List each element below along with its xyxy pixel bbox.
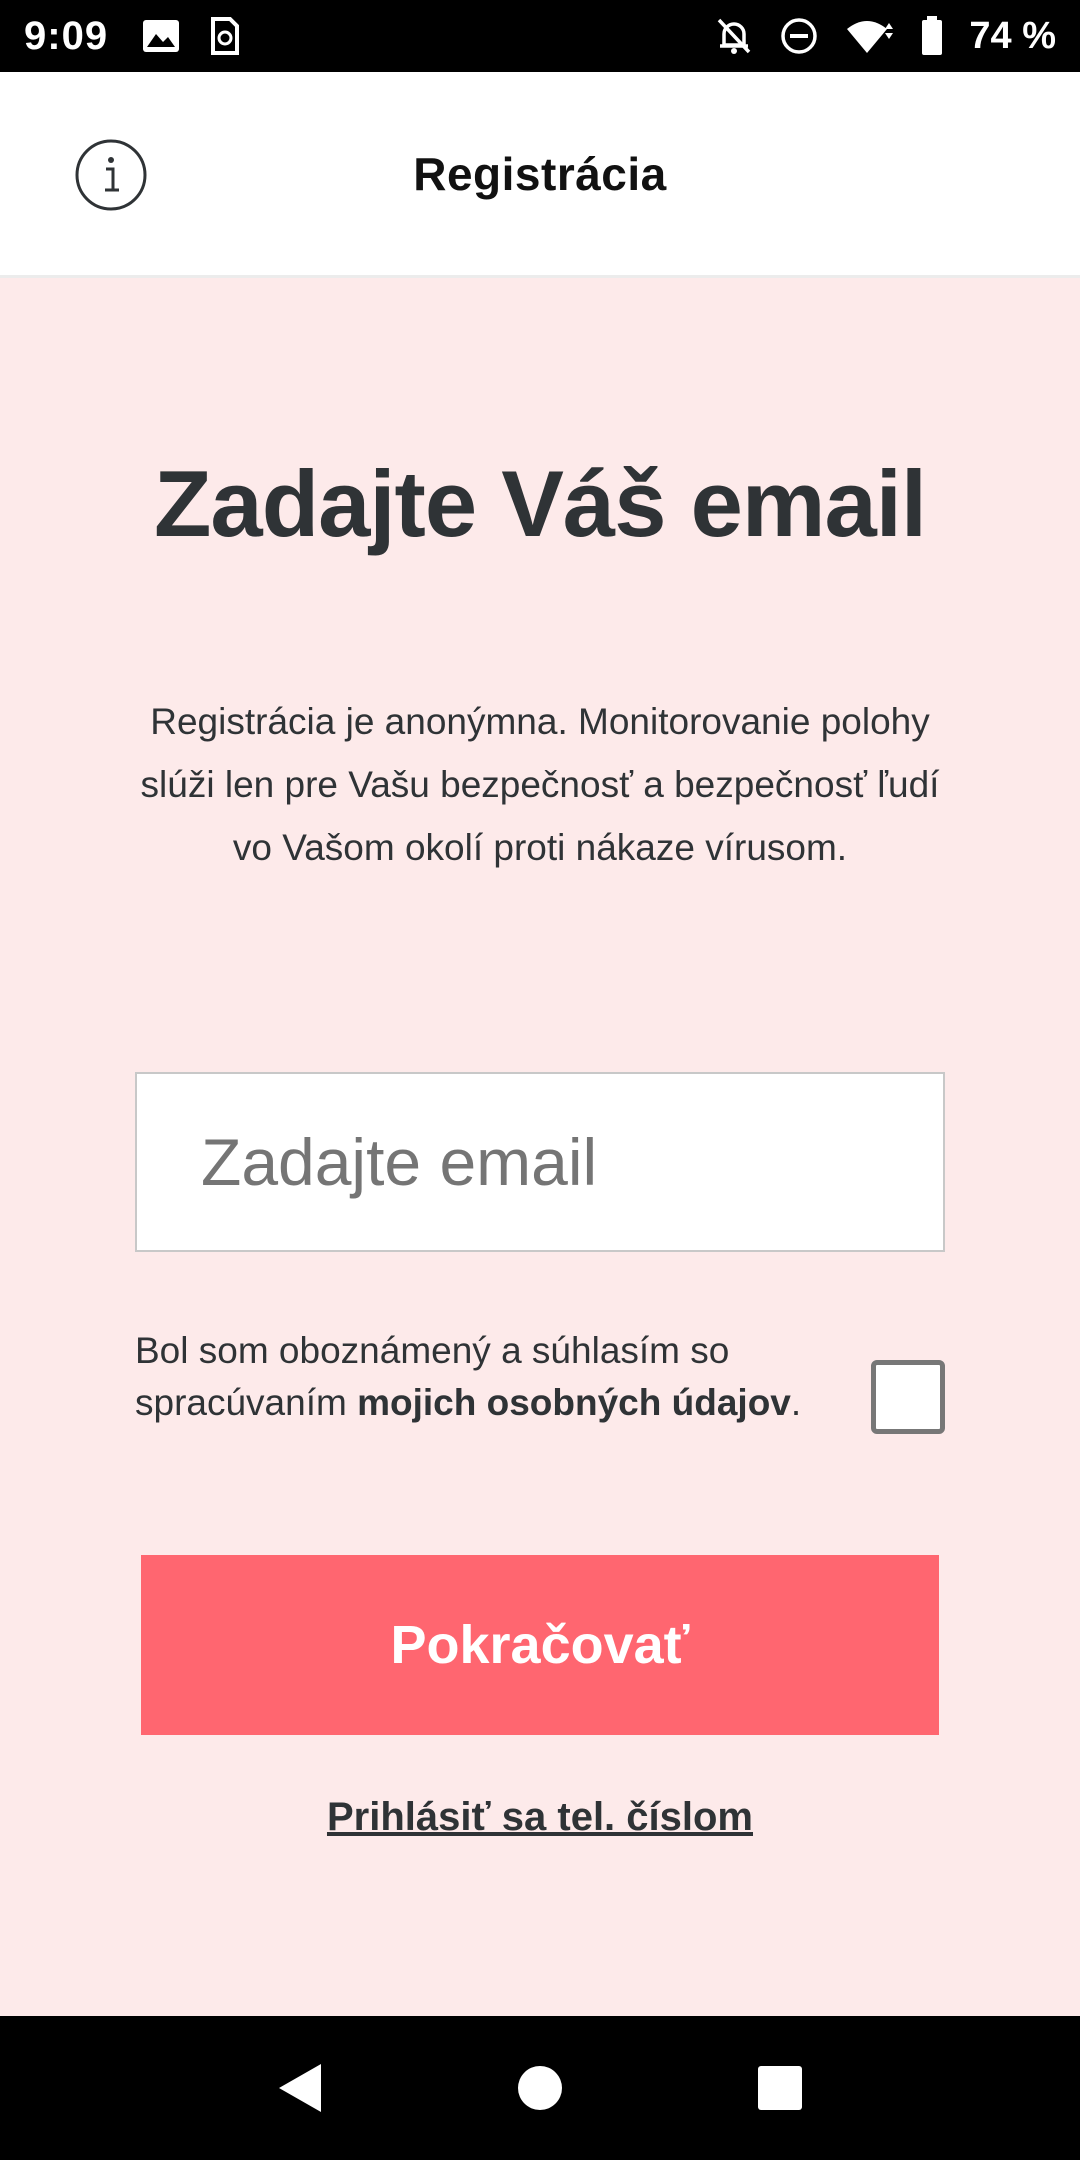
email-heading: Zadajte Váš email [154, 451, 926, 556]
navigation-bar [0, 2016, 1080, 2160]
home-button[interactable] [495, 2043, 585, 2133]
page-title: Registrácia [413, 147, 667, 200]
app-bar [0, 72, 1080, 278]
recents-icon [757, 2065, 803, 2111]
battery-icon [921, 16, 943, 56]
consent-text-prefix: Bol som oboznámený a súhlasím so spracúvaním [135, 1330, 730, 1423]
battery-percent: 74 % [969, 14, 1056, 57]
info-icon [74, 138, 148, 212]
consent-checkbox[interactable] [871, 1360, 945, 1434]
continue-button[interactable]: Pokračovať [141, 1555, 939, 1735]
sim-icon [210, 16, 240, 56]
wifi-icon [845, 17, 895, 55]
registration-description: Registrácia je anonýmna. Monitorovanie polohy slúži len pre Vašu bezpečnosť a bezpečnosť ľudí vo Vašom okolí proti nákaze vírusom. [140, 701, 940, 868]
back-button[interactable] [255, 2043, 345, 2133]
consent-row [135, 1325, 945, 1485]
image-icon [142, 19, 180, 53]
info-button[interactable] [74, 138, 148, 212]
personal-data-link[interactable]: mojich osobných údajov [357, 1382, 791, 1423]
consent-text [135, 1325, 815, 1429]
email-input[interactable] [135, 1072, 945, 1252]
do-not-disturb-icon [779, 16, 819, 56]
consent-text-suffix: . [790, 1382, 802, 1423]
phone-login-link[interactable]: Prihlásiť sa tel. číslom [326, 1795, 753, 1839]
notifications-off-icon [715, 16, 753, 56]
home-icon [517, 2065, 563, 2111]
status-time: 9:09 [24, 13, 109, 58]
recents-button[interactable] [735, 2043, 825, 2133]
status-bar [0, 0, 1080, 72]
back-icon [277, 2062, 323, 2114]
